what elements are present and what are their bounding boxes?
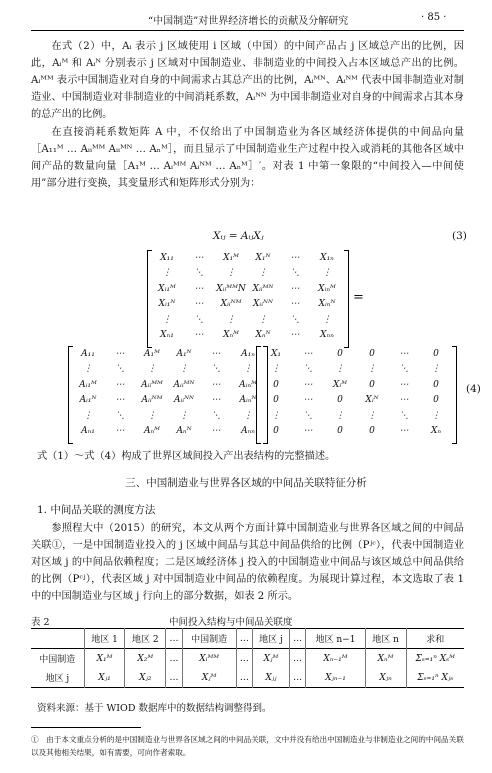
lhs-matrix-cell: Xₙᴹ xyxy=(223,330,239,341)
lhs-matrix-row xyxy=(151,328,343,344)
a-matrix-cell: ⋯ xyxy=(211,348,221,359)
table-cell: … xyxy=(289,668,306,688)
x-matrix-cell: ⋮ xyxy=(431,364,441,375)
a-matrix-cell: A₁ₙ xyxy=(241,348,255,359)
x-right-bracket xyxy=(452,346,457,444)
table-header-cell: 地区 1 xyxy=(84,629,125,649)
table-cell: … xyxy=(289,649,306,669)
x-matrix-cell: 0 xyxy=(273,395,279,406)
x-matrix-cell: ⋮ xyxy=(335,410,345,421)
a-matrix-cell: ⋯ xyxy=(115,426,125,437)
table-header-row xyxy=(31,629,464,649)
x-matrix-cell: 0 xyxy=(433,348,439,359)
table-header-cell: … xyxy=(166,629,183,649)
lhs-matrix-cell: ⋮ xyxy=(322,314,332,325)
table-header-cell: 地区 j xyxy=(253,629,290,649)
lhs-matrix-row xyxy=(151,281,343,297)
x-matrix-cell: ⋱ xyxy=(303,364,313,375)
a-matrix-cell: A₁₁ xyxy=(81,348,95,359)
a-matrix-cell: Aᵢᵢᴹᴺ xyxy=(173,379,195,390)
table-row xyxy=(31,668,464,688)
lhs-matrix-cell: ⋮ xyxy=(162,314,172,325)
x-matrix-row xyxy=(260,377,452,393)
x-matrix-cell: ⋱ xyxy=(399,410,409,421)
x-matrix-cell: ⋯ xyxy=(399,395,409,406)
a-matrix-row xyxy=(72,362,264,378)
table-row xyxy=(31,649,464,669)
table-title: 中间投入结构与中间品关联度 xyxy=(169,617,293,628)
x-matrix-row xyxy=(260,393,452,409)
lhs-matrix-cell: ⋯ xyxy=(194,252,204,263)
a-matrix-cell: Aᵢᵢᴹᴹ xyxy=(141,379,163,390)
lhs-matrix-cell: ⋱ xyxy=(194,314,204,325)
table-cell: Xⱼₙ₋₁ xyxy=(306,668,365,688)
a-matrix-cell: A₁ᴺ xyxy=(176,348,192,359)
lhs-matrix-cell: ⋯ xyxy=(290,283,300,294)
a-matrix-cell: ⋮ xyxy=(83,364,93,375)
footnote: ① 由于本文重点分析的是中国制造业与世界各区域之间的中间品关联，文中并没有给出中国制造业与非制造业之间的中间品关联以及其他相关结果，如有需要，可向作者索取。 xyxy=(31,735,464,757)
lhs-matrix-cell: ⋮ xyxy=(226,314,236,325)
x-matrix-cell: 0 xyxy=(369,426,375,437)
lhs-right-bracket xyxy=(344,250,349,348)
a-matrix-cell: Aₙᴹ xyxy=(144,426,160,437)
table-header-cell: 地区 n xyxy=(365,629,406,649)
x-matrix-cell: ⋮ xyxy=(335,364,345,375)
a-matrix-cell: ⋮ xyxy=(147,410,157,421)
x-matrix-cell: ⋱ xyxy=(399,364,409,375)
equation-3-number: (3) xyxy=(452,230,467,242)
lhs-matrix-cell: Xᵢ₁ᴺ xyxy=(158,299,176,310)
paragraph-2: 在直接消耗系数矩阵 A 中，不仅给出了中国制造业为各区域经济体提供的中间品向量［A₁₁ᴹ … Aᵢᵢᴹᴹ Aᵢᵢᴹᴺ … Aₙᴹ］，而且显示了中国制造业生产过程中投入或消耗的其他各区域中间产品的数量向量［A₁ᴹ … Aᵢᴹᴹ Aᵢᴺᴹ … Aₙᴹ］′。对表 1 中第一象限的“中间投入—中间使用”部分进行变换，其变量形式和矩阵形式分别为： xyxy=(31,127,464,189)
equation-4-number: (4) xyxy=(466,383,481,395)
x-matrix-cell: 0 xyxy=(337,426,343,437)
a-matrix xyxy=(72,346,264,439)
table-cell: … xyxy=(166,668,183,688)
a-matrix-cell: ⋱ xyxy=(211,410,221,421)
x-matrix xyxy=(260,346,452,439)
table-cell: … xyxy=(166,649,183,669)
a-matrix-row xyxy=(72,377,264,393)
a-matrix-cell: ⋱ xyxy=(115,364,125,375)
a-matrix-cell: Aᵢₙᴹ xyxy=(239,379,257,390)
lhs-matrix-cell: ⋱ xyxy=(290,268,300,279)
running-title: “中国制造”对世界经济增长的贡献及分解研究 xyxy=(148,16,349,27)
a-matrix-cell: Aᵢ₁ᴺ xyxy=(79,395,97,406)
table-cell: … xyxy=(236,649,253,669)
x-matrix-cell: 0 xyxy=(369,379,375,390)
x-matrix-cell: 0 xyxy=(433,379,439,390)
lhs-matrix-cell: ⋱ xyxy=(290,314,300,325)
a-matrix-cell: ⋱ xyxy=(211,364,221,375)
lhs-matrix-cell: Xᵢₙᴹ xyxy=(318,283,336,294)
lhs-matrix-cell: X₁₁ xyxy=(160,252,174,263)
lhs-matrix-row xyxy=(151,266,343,282)
a-matrix-cell: ⋯ xyxy=(211,395,221,406)
page-number: · 85 · xyxy=(421,12,447,23)
x-matrix-row xyxy=(260,362,452,378)
a-matrix-cell: Aₙ₁ xyxy=(81,426,95,437)
table-cell: Xⱼᴹ xyxy=(182,668,236,688)
table-header-cell: 求和 xyxy=(406,629,464,649)
lhs-matrix-cell: Xᵢᵢᴺᴺ xyxy=(253,299,273,310)
a-matrix-row xyxy=(72,424,264,440)
table-cell: Σₛ₌₁ⁿ Xₛᴹ xyxy=(406,649,464,669)
table-label: 表 2 xyxy=(31,617,50,628)
x-matrix-cell: ⋮ xyxy=(367,364,377,375)
a-matrix-cell: Aₙₙ xyxy=(241,426,255,437)
a-matrix-cell: Aᵢᵢᴺᴺ xyxy=(173,395,195,406)
a-matrix-cell: ⋯ xyxy=(211,426,221,437)
lhs-matrix-cell: ⋯ xyxy=(290,299,300,310)
a-matrix-cell: Aᵢᵢᴺᴹ xyxy=(141,395,163,406)
paragraph-4: 参照程大中（2015）的研究，本文从两个方面计算中国制造业与世界各区域之间的中间品关联①，一是中国制造业投入的 j 区域中间品与其总中间品供给的比例（Pʲᶜ），代表中国制造业对区域 j 的中间品依赖程度；二是区域经济体 j 投入的中国制造业中间品与该区域总中间品供给的比例（Pᶜʲ），代表区域 j 对中国制造业中间品的依赖程度。为展现计算过程，本文选取了表 1 中的中国制造业与区域 j 行向上的部分数据，如表 2 所示。 xyxy=(31,523,464,602)
x-matrix-cell: 0 xyxy=(337,395,343,406)
lhs-matrix-cell: ⋯ xyxy=(194,283,204,294)
x-matrix-cell: 0 xyxy=(369,348,375,359)
a-matrix-cell: ⋮ xyxy=(243,364,253,375)
table-header-cell: 中国制造 xyxy=(182,629,236,649)
lhs-matrix-cell: Xₙₙ xyxy=(320,330,334,341)
table-cell: Xⱼ₁ xyxy=(84,668,125,688)
a-matrix-cell: Aᵢ₁ᴹ xyxy=(79,379,97,390)
section-title: 三、中国制造业与世界各区域的中间品关联特征分析 xyxy=(125,477,367,489)
x-matrix-cell: ⋯ xyxy=(399,379,409,390)
table-cell: 中国制造 xyxy=(39,655,76,665)
x-matrix-cell: ⋯ xyxy=(303,379,313,390)
table-cell: X₁ᴹ xyxy=(84,649,125,669)
lhs-matrix-row xyxy=(151,297,343,313)
x-matrix-cell: ⋮ xyxy=(367,410,377,421)
lhs-matrix-cell: ⋮ xyxy=(226,268,236,279)
lhs-matrix-cell: ⋯ xyxy=(194,299,204,310)
x-matrix-cell: Xₙ xyxy=(430,426,442,437)
table-cell: … xyxy=(236,668,253,688)
x-matrix-row xyxy=(260,346,452,362)
a-matrix-row xyxy=(72,408,264,424)
x-matrix-cell: 0 xyxy=(433,395,439,406)
table-header-cell: 地区 2 xyxy=(125,629,166,649)
table-header-cell: … xyxy=(236,629,253,649)
x-matrix-row xyxy=(260,408,452,424)
lhs-matrix-cell: X₁ᴹ xyxy=(223,252,239,263)
a-matrix-cell: ⋮ xyxy=(179,410,189,421)
x-matrix-cell: ⋮ xyxy=(271,364,281,375)
a-matrix-cell: A₁ᴹ xyxy=(144,348,160,359)
equation-3-formula: Xᵢⱼ = AᵢⱼXⱼ xyxy=(213,230,264,242)
a-matrix-cell: Aₙᴺ xyxy=(176,426,192,437)
header-rule xyxy=(31,30,464,31)
table-source: 资料来源：基于 WIOD 数据库中的数据结构调整得到。 xyxy=(37,703,272,714)
lhs-matrix-cell: ⋯ xyxy=(290,330,300,341)
x-matrix-cell: ⋯ xyxy=(303,426,313,437)
x-matrix-cell: ⋮ xyxy=(271,410,281,421)
lhs-matrix-cell: ⋱ xyxy=(194,268,204,279)
lhs-matrix-cell: Xₙ₁ xyxy=(160,330,174,341)
paragraph-3: 式（1）～式（4）构成了世界区域间投入产出表结构的完整描述。 xyxy=(37,451,336,462)
x-matrix-cell: ⋯ xyxy=(399,348,409,359)
x-matrix-cell: 0 xyxy=(337,348,343,359)
table-cell: Xⱼₙ xyxy=(365,668,406,688)
a-matrix-cell: ⋮ xyxy=(147,364,157,375)
running-header xyxy=(0,12,492,28)
x-matrix-cell: X₁ xyxy=(270,348,281,359)
a-matrix-cell: ⋱ xyxy=(115,410,125,421)
x-matrix-row xyxy=(260,424,452,440)
a-matrix-cell: ⋯ xyxy=(115,379,125,390)
a-matrix-row xyxy=(72,346,264,362)
subsection-title: 1. 中间品关联的测度方法 xyxy=(37,504,156,516)
lhs-matrix-cell: X₁ₙ xyxy=(320,252,334,263)
lhs-matrix-cell: Xᵢ₁ᴹ xyxy=(158,283,176,294)
lhs-matrix-cell: X₁ᴺ xyxy=(255,252,271,263)
lhs-matrix-cell: Xᵢₙᴺ xyxy=(318,299,336,310)
a-matrix-cell: Aᵢₙᴺ xyxy=(239,395,257,406)
x-matrix-cell: Xᵢᴹ xyxy=(332,379,348,390)
lhs-matrix-cell: ⋮ xyxy=(258,268,268,279)
data-table xyxy=(31,628,464,688)
footnote-rule xyxy=(31,727,141,728)
x-matrix-cell: ⋯ xyxy=(303,348,313,359)
table-cell: Xₙ₋₁ᴹ xyxy=(306,649,365,669)
a-matrix-cell: ⋯ xyxy=(115,348,125,359)
lhs-matrix-cell: ⋮ xyxy=(258,314,268,325)
table-cell: Xₙᴹ xyxy=(365,649,406,669)
table-cell: 地区 j xyxy=(45,674,70,684)
lhs-matrix-cell: ⋯ xyxy=(290,252,300,263)
lhs-matrix-cell: ⋮ xyxy=(162,268,172,279)
x-matrix-cell: 0 xyxy=(273,426,279,437)
lhs-matrix-cell: XᵢᵢᴹᴹN xyxy=(216,283,246,294)
x-matrix-cell: ⋯ xyxy=(399,426,409,437)
x-matrix-cell: 0 xyxy=(273,379,279,390)
x-matrix-cell: ⋱ xyxy=(303,410,313,421)
equals-sign: = xyxy=(353,290,364,305)
lhs-matrix-cell: Xᵢᵢᴹᴺ xyxy=(252,283,274,294)
lhs-matrix-cell: ⋯ xyxy=(194,330,204,341)
lhs-matrix-row xyxy=(151,312,343,328)
table-cell: Xⱼᴹ xyxy=(253,649,290,669)
a-matrix-cell: ⋯ xyxy=(115,395,125,406)
table-cell: Xᵢᴹᴹ xyxy=(182,649,236,669)
a-matrix-cell: ⋯ xyxy=(211,379,221,390)
table-cell: Σₛ₌₁ⁿ Xⱼₛ xyxy=(406,668,464,688)
table-cell: Xⱼ₂ xyxy=(125,668,166,688)
a-matrix-cell: ⋮ xyxy=(243,410,253,421)
table-header-cell: … xyxy=(289,629,306,649)
a-matrix-cell: ⋮ xyxy=(83,410,93,421)
table-header-cell: 地区 n−1 xyxy=(306,629,365,649)
a-matrix-row xyxy=(72,393,264,409)
table-cell: X₂ᴹ xyxy=(125,649,166,669)
a-matrix-cell: ⋮ xyxy=(179,364,189,375)
x-matrix-cell: ⋯ xyxy=(303,395,313,406)
lhs-matrix-cell: Xᵢᵢᴺᴹ xyxy=(220,299,242,310)
lhs-matrix xyxy=(151,250,343,343)
table-header-cell xyxy=(31,629,84,649)
paragraph-1: 在式（2）中，Aᵢ 表示 j 区域使用 i 区域（中国）的中间产品占 j 区域总产出的比例，因此，Aᵢᴹ 和 Aᵢᴺ 分别表示 j 区域对中国制造业、非制造业的中间投入占本区域总产出的比例。Aᵢᴹᴹ 表示中国制造业对自身的中间需求占其总产出的比例，Aᵢᴹᴺ、Aᵢᴺᴹ 代表中国非制造业对制造业、中国制造业对非制造业的中间消耗系数，Aᵢᴺᴺ 为中国非制造业对自身的中间需求占其本身的总产出的比例。 xyxy=(31,41,464,120)
table-cell: Xⱼⱼ xyxy=(253,668,290,688)
lhs-matrix-row xyxy=(151,250,343,266)
lhs-matrix-cell: ⋮ xyxy=(322,268,332,279)
x-matrix-cell: Xᵢᴺ xyxy=(365,395,379,406)
lhs-matrix-cell: Xₙᴺ xyxy=(255,330,271,341)
x-matrix-cell: ⋮ xyxy=(431,410,441,421)
